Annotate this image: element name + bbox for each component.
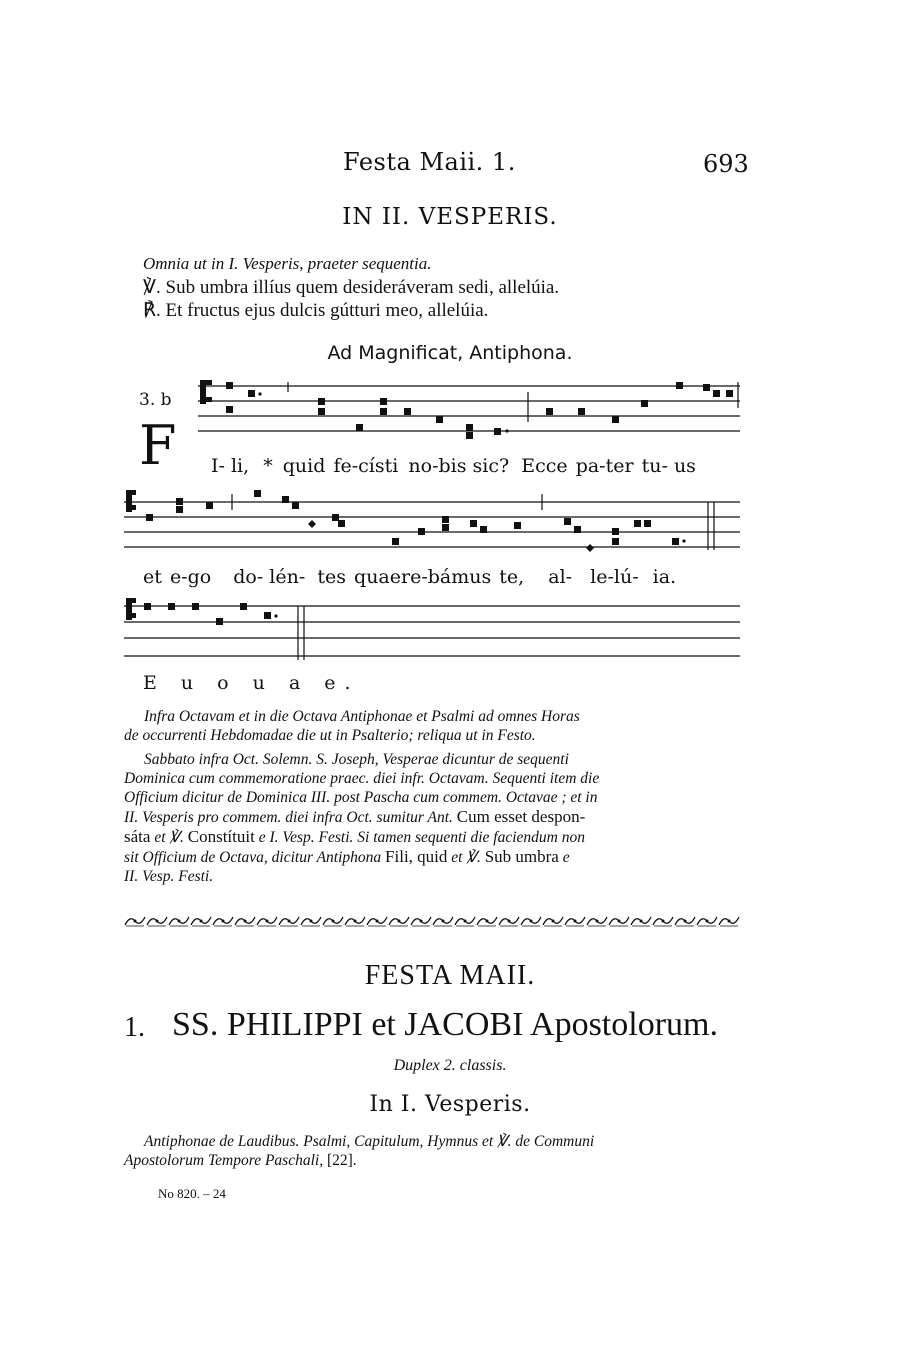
running-head — [0, 148, 900, 182]
response-text: Et fructus ejus dulcis gútturi meo, allelúia. — [165, 300, 489, 321]
lyrics-line-1 — [211, 455, 696, 477]
antiphon-incipit: sáta — [124, 827, 151, 846]
rubric-text: e — [562, 849, 570, 866]
rubric-text: et ℣. — [154, 829, 184, 846]
lyric-syllable: et — [143, 566, 162, 588]
lyric-syllable: do- lén- — [233, 566, 306, 588]
staff-1 — [198, 378, 740, 448]
feast-group-title: FESTA MAII. — [364, 960, 536, 991]
chant-mode: 3. b — [139, 390, 172, 410]
rubric-line: de occurrenti Hebdomadae die ut in Psalterio; reliqua ut in Festo. — [124, 727, 536, 744]
lyric-asterisk: * — [263, 455, 273, 477]
lyric-syllable: quaere-bámus — [354, 566, 492, 588]
lyric-syllable: ia. — [652, 566, 677, 588]
intro-rubric: Omnia ut in I. Vesperis, praeter sequentia. — [143, 254, 432, 273]
lyric-syllable: al- — [548, 566, 573, 588]
lyric-syllable: pa-ter — [575, 455, 634, 477]
rubric-text: Apostolorum Tempore Paschali, — [124, 1152, 324, 1169]
rubric-line: II. Vesp. Festi. — [124, 868, 214, 885]
running-title: Festa Maii. 1. — [343, 148, 516, 176]
versicle-symbol: ℣. — [143, 277, 161, 298]
rubric-line — [124, 847, 742, 867]
versicle-incipit: Sub umbra — [484, 847, 559, 866]
feast-name: SS. PHILIPPI et JACOBI Apostolorum. — [172, 1006, 718, 1043]
rubric-text: sit Officium de Octava, dicitur Antiphona — [124, 849, 382, 866]
lyric-syllable: tu- us — [641, 455, 696, 477]
chant-euouae: E u o u a e. — [143, 672, 360, 694]
section-heading: IN II. VESPERIS. — [342, 204, 558, 230]
feast-number: 1. — [124, 1012, 145, 1043]
printer-signature: No 820. – 24 — [158, 1186, 226, 1201]
rubric-text: II. Vesperis pro commem. diei infra Oct. sumitur Ant. — [124, 809, 453, 826]
lyric-syllable: no-bis — [408, 455, 467, 477]
lyric-syllable: tes — [317, 566, 346, 588]
first-vespers-heading: In I. Vesperis. — [369, 1092, 531, 1117]
versicle — [143, 276, 559, 299]
lyric-syllable: le-lú- — [590, 566, 639, 588]
lyric-syllable: Ecce — [521, 455, 568, 477]
lyric-syllable: I- li, — [211, 455, 250, 477]
rubric-octave — [124, 707, 742, 745]
rubric-line — [124, 827, 742, 847]
ornamental-divider — [124, 913, 740, 929]
rubric-line: Dominica cum commemoratione praec. diei infr. Octavam. Sequenti item die — [124, 770, 600, 787]
rubric-saturday — [124, 750, 742, 886]
lyric-syllable: sic? — [472, 455, 510, 477]
antiphon-incipit: Cum esset despon- — [456, 807, 586, 826]
rubric-line — [124, 1151, 742, 1170]
rubric-line: Infra Octavam et in die Octava Antiphonae et Psalmi ad omnes Horas — [144, 708, 580, 725]
lyric-syllable: te, — [499, 566, 525, 588]
feast-rank: Duplex 2. classis. — [393, 1057, 507, 1074]
lyric-syllable: e-go — [169, 566, 212, 588]
versicle-text: Sub umbra illíus quem desideráveram sedi, allelúia. — [165, 277, 560, 298]
chant-initial: F — [139, 414, 177, 477]
rubric-first-vespers — [124, 1132, 742, 1170]
lyric-syllable: fe-císti — [333, 455, 399, 477]
response — [143, 299, 488, 322]
rubric-line: Officium dicitur de Dominica III. post Pascha cum commem. Octavae ; et in — [124, 789, 598, 806]
antiphon-incipit: Fili, quid — [385, 847, 448, 866]
response-symbol: ℟. — [143, 300, 161, 321]
rubric-text: e I. Vesp. Festi. Si tamen sequenti die faciendum non — [258, 829, 585, 846]
lyrics-line-2 — [143, 566, 676, 588]
lyric-syllable: quid — [282, 455, 326, 477]
versicle-incipit: Constítuit — [187, 827, 255, 846]
antiphon-heading: Ad Magnificat, Antiphona. — [327, 342, 573, 364]
staff-3 — [124, 598, 740, 664]
rubric-line: Sabbato infra Oct. Solemn. S. Joseph, Vesperae dicuntur de sequenti — [144, 751, 569, 768]
rubric-line — [124, 807, 742, 827]
rubric-text: et ℣. — [451, 849, 481, 866]
staff-2 — [124, 488, 740, 558]
rubric-line: Antiphonae de Laudibus. Psalmi, Capitulum, Hymnus et ℣. de Communi — [144, 1133, 595, 1150]
page-reference: [22]. — [326, 1152, 357, 1169]
page-number: 693 — [703, 150, 749, 178]
